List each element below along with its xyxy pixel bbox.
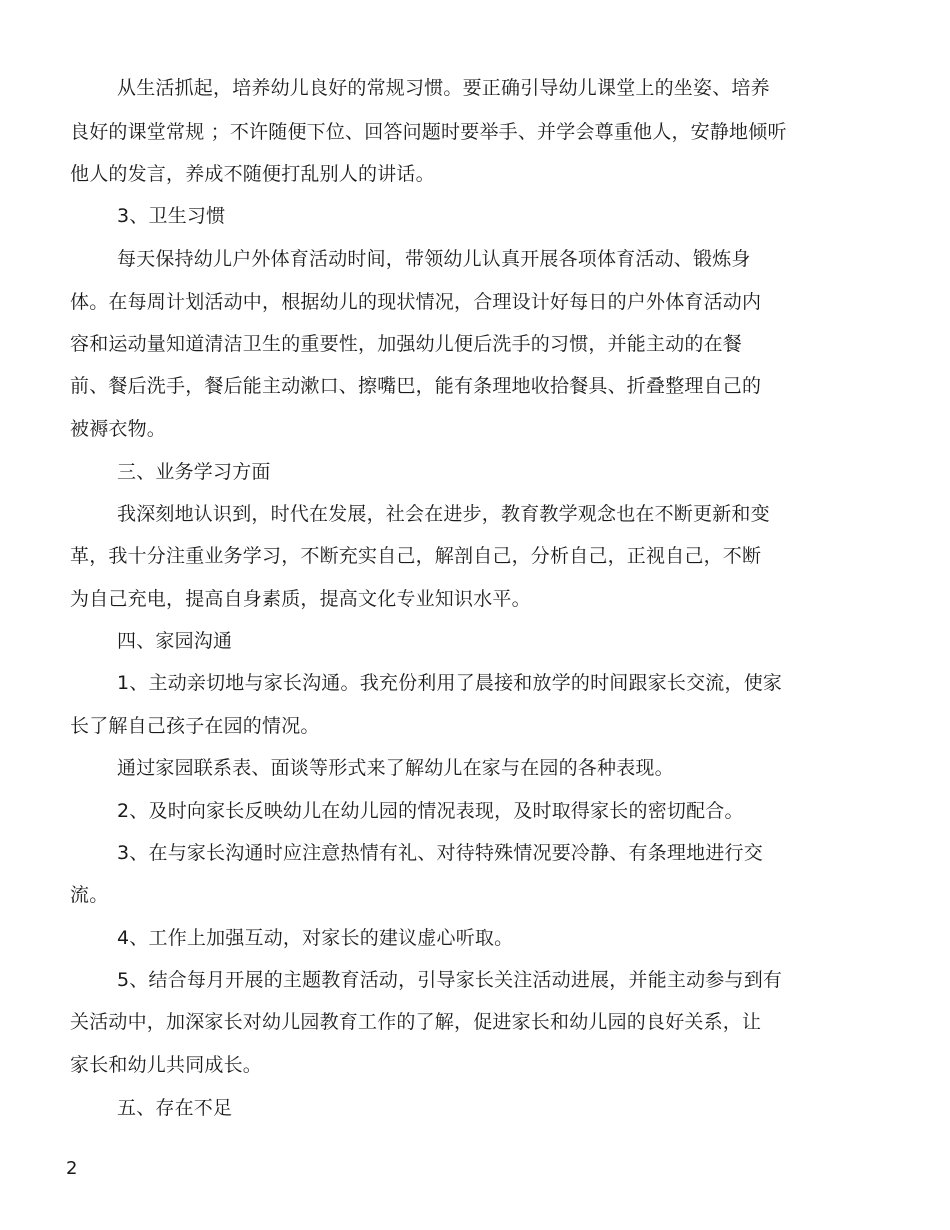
text-line: 良好的课堂常规 ；不许随便下位、回答问题时要举手、并学会尊重他人，安静地倾听 <box>70 121 787 143</box>
text-line: 每天保持幼儿户外体育活动时间，带领幼儿认真开展各项体育活动、锻炼身 <box>117 248 751 270</box>
section-heading: 3、卫生习惯 <box>117 205 226 227</box>
text-line: 前、餐后洗手，餐后能主动漱口、擦嘴巴，能有条理地收拾餐具、折叠整理自己的 <box>70 375 762 397</box>
text-line: 关活动中，加深家长对幼儿园教育工作的了解，促进家长和幼儿园的良好关系，让 <box>70 1011 762 1033</box>
text-line: 体。在每周计划活动中，根据幼儿的现状情况，合理设计好每日的户外体育活动内 <box>70 291 762 313</box>
text-line: 5、结合每月开展的主题教育活动，引导家长关注活动进展，并能主动参与到有 <box>117 969 783 991</box>
text-line: 被褥衣物。 <box>70 418 167 440</box>
text-line: 他人的发言，养成不随便打乱别人的讲话。 <box>70 163 435 185</box>
text-line: 我深刻地认识到，时代在发展，社会在进步，教育教学观念也在不断更新和变 <box>117 503 770 525</box>
section-heading: 四、家园沟通 <box>117 630 233 652</box>
text-line: 为自己充电，提高自身素质，提高文化专业知识水平。 <box>70 588 531 610</box>
text-line: 革，我十分注重业务学习，不断充实自己，解剖自己，分析自己，正视自己，不断 <box>70 545 762 567</box>
text-line: 流。 <box>70 884 109 906</box>
text-line: 家长和幼儿共同成长。 <box>70 1054 263 1076</box>
page-number: 2 <box>66 1158 78 1179</box>
text-line: 4、工作上加强互动，对家长的建议虚心听取。 <box>117 927 514 949</box>
text-line: 从生活抓起，培养幼儿良好的常规习惯。要正确引导幼儿课堂上的坐姿、培养 <box>117 77 770 99</box>
text-line: 3、在与家长沟通时应注意热情有礼、对待特殊情况要冷静、有条理地进行交 <box>117 842 763 864</box>
text-line: 容和运动量知道清洁卫生的重要性，加强幼儿便后洗手的习惯，并能主动的在餐 <box>70 333 743 355</box>
text-line: 1、主动亲切地与家长沟通。我充份利用了晨接和放学的时间跟家长交流，使家 <box>117 672 783 694</box>
text-line: 通过家园联系表、面谈等形式来了解幼儿在家与在园的各种表现。 <box>117 757 674 779</box>
text-line: 2、及时向家长反映幼儿在幼儿园的情况表现，及时取得家长的密切配合。 <box>117 800 744 822</box>
section-heading: 三、业务学习方面 <box>117 461 271 483</box>
text-line: 长了解自己孩子在园的情况。 <box>70 715 320 737</box>
section-heading: 五、存在不足 <box>117 1097 233 1119</box>
